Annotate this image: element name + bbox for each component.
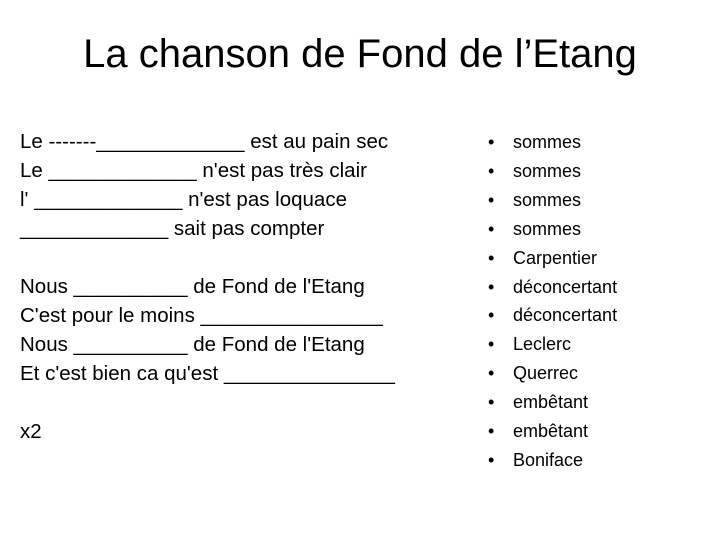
word-bank-item	[488, 215, 713, 244]
lyric-line: Le _____________ n'est pas très clair	[20, 159, 367, 182]
bullet-icon: •	[488, 276, 495, 297]
word-bank-word: sommes	[513, 160, 582, 181]
word-bank-item	[488, 417, 713, 446]
word-bank-item	[488, 446, 713, 475]
word-bank-item	[488, 388, 713, 417]
lyric-line: l' _____________ n'est pas loquace	[20, 188, 347, 211]
repeat-marker: x2	[20, 420, 42, 443]
chorus-line: Nous __________ de Fond de l'Etang	[20, 333, 365, 356]
word-bank-word: Querrec	[513, 363, 579, 384]
chorus-line: C'est pour le moins ________________	[20, 304, 383, 327]
bullet-icon: •	[488, 218, 495, 239]
word-bank-word: Carpentier	[513, 247, 598, 268]
word-bank-word: sommes	[513, 132, 582, 152]
word-bank-item	[488, 128, 713, 157]
word-bank-word: Leclerc	[513, 334, 572, 355]
bullet-icon: •	[488, 247, 495, 268]
word-bank-word: sommes	[513, 189, 582, 210]
stanza-gap	[20, 388, 470, 417]
word-bank-item	[488, 244, 713, 273]
stanza-gap	[20, 243, 470, 272]
slide-title: La chanson de Fond de l’Etang	[83, 32, 637, 76]
lyric-line: _____________ sait pas compter	[20, 217, 325, 240]
bullet-icon: •	[488, 421, 495, 442]
word-bank-word: déconcertant	[513, 305, 618, 326]
word-bank-word: embêtant	[513, 392, 589, 413]
word-bank-item	[488, 157, 713, 186]
lyrics-block	[20, 127, 470, 446]
bullet-icon: •	[488, 305, 495, 326]
word-bank-word: Boniface	[513, 449, 584, 470]
bullet-icon: •	[488, 334, 495, 355]
lyric-line: Le -------_____________ est au pain sec	[20, 130, 389, 153]
word-bank-item	[488, 330, 713, 359]
word-bank-item	[488, 273, 713, 302]
bullet-icon: •	[488, 160, 495, 181]
bullet-icon: •	[488, 132, 495, 152]
word-bank-item	[488, 301, 713, 330]
bullet-icon: •	[488, 392, 495, 413]
chorus-line: Et c'est bien ca qu'est _______________	[20, 362, 395, 385]
word-bank-word: sommes	[513, 218, 582, 239]
bullet-icon: •	[488, 363, 495, 384]
word-bank-word: embêtant	[513, 421, 589, 442]
word-bank-item	[488, 359, 713, 388]
word-bank-item	[488, 186, 713, 215]
word-bank-word: déconcertant	[513, 276, 618, 297]
word-bank-list	[488, 128, 713, 475]
bullet-icon: •	[488, 189, 495, 210]
bullet-icon: •	[488, 449, 495, 470]
chorus-line: Nous __________ de Fond de l'Etang	[20, 275, 365, 298]
